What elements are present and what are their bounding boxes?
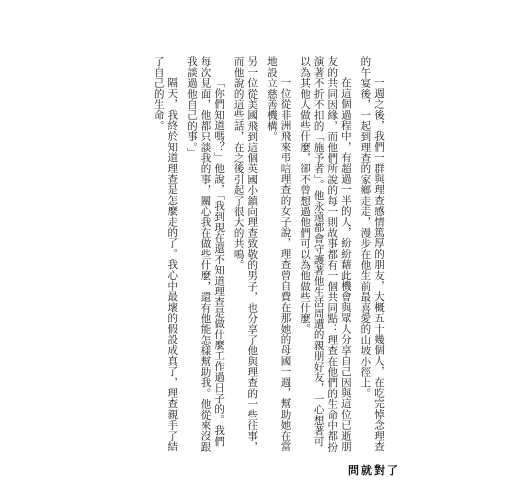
paragraph-3: 一位從非洲飛來弔唁理查的女子說，理查曾自費在那她的母國一週，幫助她在當地設立慈善機構。 bbox=[265, 56, 292, 452]
paragraph-6: 隔天，我終於知道理查是怎麼走的了。我心中最壞的假設成真了，理查親手了結了自己的生命。 bbox=[152, 56, 179, 452]
paragraph-4: 另一位從美國飛到這個英國小鎮向理查致敬的男子，也分享了他與理查的一些往事，而他說的這些話，在之後引起了很大的共鳴。 bbox=[232, 56, 259, 452]
paragraph-1: 一週之後，我們一群與理查感情篤厚的朋友，大概五十幾個人，在吃完悼念理查的午宴後，一起到理查的家鄉走走，漫步在他生前最喜愛的山坡小徑上。 bbox=[359, 56, 385, 452]
running-footer-book-title: 問就對了 bbox=[348, 464, 400, 477]
paragraph-5: 「你們知道嗎？」他說，「我到現在還不知道理查是做什麼工作過日子的。我們每次見面，他都只談我的事，關心我在做些什麼，還有他能怎樣幫助我。他從來沒跟我談過他自己的事。」 bbox=[185, 56, 226, 452]
vertical-text-body bbox=[145, 56, 385, 452]
paragraph-2: 在這個過程中，有超過一半的人，紛紛藉此機會與眾人分享自己因與這位已逝朋友的共同因緣，而他們所說的每一則故事都有一個共同點：理查在他們的生命中都扮演著不折不扣的「施予者」。他永遠都會守護著他生活周遭的親朋好友，一心想著可以為其他人做些什麼，卻不曾想過他們可以為他做些什麼。 bbox=[299, 56, 352, 452]
